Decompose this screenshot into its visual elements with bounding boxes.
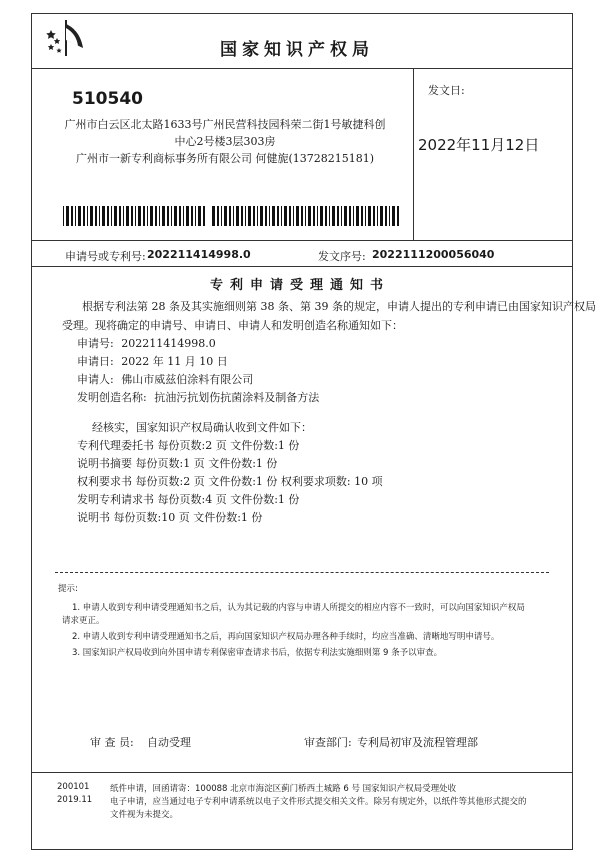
- note-item: 1. 申请人收到专利申请受理通知书之后，认为其记载的内容与申请人所提交的相应内容不一致时，可以向国家知识产权局: [72, 603, 525, 613]
- detail-value: 佛山市威兹伯涂料有限公司: [121, 373, 254, 386]
- notes-divider: [55, 572, 549, 573]
- application-number-label: 申请号或专利号:: [65, 250, 146, 263]
- barcode-divider: [31, 240, 573, 241]
- document-item: 专利代理委托书 每份页数:2 页 文件份数:1 份: [77, 439, 300, 452]
- document-item: 说明书 每份页数:10 页 文件份数:1 份: [77, 511, 263, 524]
- detail-row: [77, 389, 319, 405]
- serial-number-label: 发文序号:: [318, 250, 366, 263]
- document-item: 说明书摘要 每份页数:1 页 文件份数:1 份: [77, 457, 278, 470]
- footer-line-1: 纸件申请，回函请寄：100088 北京市海淀区蓟门桥西土城路 6 号 国家知识产权局受理处收: [110, 784, 457, 794]
- department-label: 审查部门:: [304, 736, 352, 749]
- notes-heading: 提示:: [58, 584, 78, 594]
- office-title: 国家知识产权局: [220, 40, 374, 60]
- dispatch-date-label: 发文日:: [428, 84, 465, 97]
- footer-line-3: 文件视为未提交。: [110, 810, 179, 820]
- address-line-2: 中心2号楼3层303房: [174, 135, 276, 148]
- detail-row: [77, 371, 253, 387]
- note-item: 请求更正。: [62, 616, 105, 626]
- detail-label: 申请号:: [77, 337, 114, 350]
- barcode-left: [63, 206, 206, 226]
- cnipa-emblem-icon: [43, 18, 89, 58]
- address-line-1: 广州市白云区北太路1633号广州民营科技园科荣二街1号敏捷科创: [64, 118, 386, 131]
- footer-divider: [31, 772, 573, 773]
- note-item: 3. 国家知识产权局收到向外国申请专利保密审查请求书后，依据专利法实施细则第 9 条予以审查。: [72, 648, 443, 658]
- detail-value: 抗油污抗划伤抗菌涂料及制备方法: [154, 391, 320, 404]
- detail-label: 申请人:: [77, 373, 114, 386]
- note-item: 2. 申请人收到专利申请受理通知书之后，再向国家知识产权局办理各种手续时，均应当准确、清晰地写明申请号。: [72, 632, 500, 642]
- detail-row: [77, 353, 228, 369]
- postcode: 510540: [72, 89, 143, 109]
- form-code: 200101: [57, 782, 90, 792]
- ids-divider: [31, 266, 573, 267]
- barcode-right: [212, 206, 402, 226]
- intro-line-2: 受理。现将确定的申请号、申请日、申请人和发明创造名称通知如下：: [62, 319, 403, 332]
- detail-label: 申请日:: [77, 355, 114, 368]
- dispatch-date: 2022年11月12日: [418, 136, 540, 154]
- examiner-value: 自动受理: [147, 736, 191, 749]
- form-version: 2019.11: [57, 795, 93, 805]
- address-line-3: 广州市一新专利商标事务所有限公司 何健旎(13728215181): [75, 152, 375, 165]
- intro-line-1: 根据专利法第 28 条及其实施细则第 38 条、第 39 条的规定，申请人提出的专利申请已由国家知识产权局: [82, 300, 596, 313]
- detail-value: 2022 年 11 月 10 日: [121, 355, 228, 368]
- document-item: 权利要求书 每份页数:2 页 文件份数:1 份 权利要求项数: 10 项: [77, 475, 383, 488]
- notice-title: 专利申请受理通知书: [209, 278, 390, 293]
- document-item: 发明专利请求书 每份页数:4 页 文件份数:1 份: [77, 493, 300, 506]
- footer-line-2: 电子申请，应当通过电子专利申请系统以电子文件形式提交相关文件。除另有规定外，以纸件等其他形式提交的: [110, 797, 527, 807]
- header-divider: [31, 68, 573, 69]
- detail-row: [77, 335, 216, 351]
- examiner-label: 审 查 员:: [90, 736, 134, 749]
- application-number: 202211414998.0: [147, 248, 251, 261]
- date-column-divider: [413, 68, 414, 240]
- detail-value: 202211414998.0: [121, 337, 216, 350]
- verified-intro: 经核实，国家知识产权局确认收到文件如下：: [92, 421, 312, 434]
- detail-label: 发明创造名称:: [77, 391, 147, 404]
- serial-number: 2022111200056040: [372, 248, 495, 261]
- department-value: 专利局初审及流程管理部: [357, 736, 478, 749]
